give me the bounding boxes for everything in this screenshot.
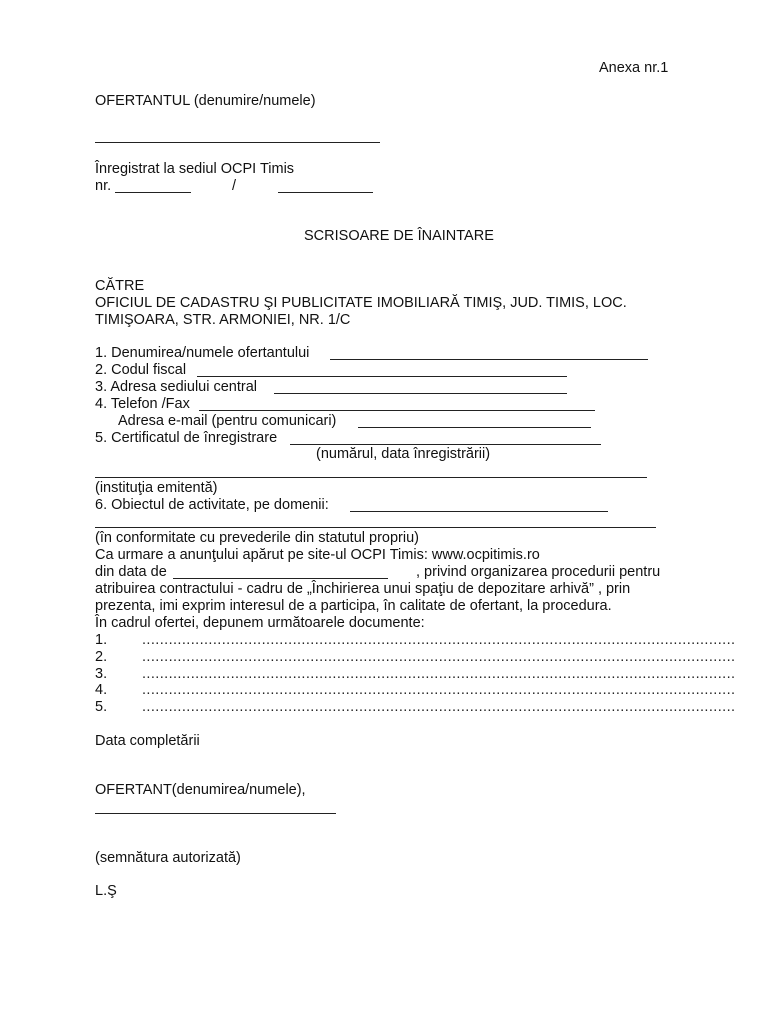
body-line-2b: , privind organizarea procedurii pentru [416, 564, 661, 580]
document-item-number: 2. [95, 649, 108, 665]
document-item-dots[interactable]: ...................................................................................................................................... [142, 682, 736, 698]
activity-extra-line[interactable] [95, 527, 656, 528]
document-item-dots[interactable]: ...................................................................................................................................... [142, 699, 736, 715]
field-certificate-line[interactable] [290, 444, 601, 445]
field-certificate: 5. Certificatul de înregistrare [95, 430, 278, 446]
issuer-label: (instituţia emitentă) [95, 480, 218, 496]
field-email-line[interactable] [358, 427, 591, 428]
body-line-3: atribuirea contractului - cadru de „Închirierea unui spaţiu de depozitare arhivă” , prin [95, 581, 631, 597]
document-item-dots[interactable]: ...................................................................................................................................... [142, 666, 736, 682]
conformity-note: (în conformitate cu prevederile din statutul propriu) [95, 530, 419, 546]
registered-line: Înregistrat la sediul OCPI Timis [95, 161, 295, 177]
field-address: 3. Adresa sediului central [95, 379, 258, 395]
body-line-1: Ca urmare a anunţului apărut pe site-ul OCPI Timis: www.ocpitimis.ro [95, 547, 540, 563]
field-activity: 6. Obiectul de activitate, pe domenii: [95, 497, 329, 513]
issuer-line[interactable] [95, 477, 647, 478]
document-item-number: 4. [95, 682, 108, 698]
recipient-line-1: OFICIUL DE CADASTRU ŞI PUBLICITATE IMOBILIARĂ TIMIŞ, JUD. TIMIS, LOC. [95, 295, 627, 311]
nr-label: nr. [95, 178, 112, 194]
seal-label: L.Ş [95, 883, 117, 899]
field-phone-fax-line[interactable] [199, 410, 595, 411]
field-bidder-name: 1. Denumirea/numele ofertantului [95, 345, 310, 361]
body-line-2a: din data de [95, 564, 167, 580]
document-item-dots[interactable]: ...................................................................................................................................... [142, 632, 736, 648]
field-fiscal-code: 2. Codul fiscal [95, 362, 187, 378]
field-address-line[interactable] [274, 393, 567, 394]
bidder-header: OFERTANTUL (denumire/numele) [95, 93, 316, 109]
signer-label: OFERTANT(denumirea/numele), [95, 782, 306, 798]
document-item-number: 5. [95, 699, 108, 715]
announcement-date-line[interactable] [173, 578, 388, 579]
document-item-dots[interactable]: ...................................................................................................................................... [142, 649, 736, 665]
signature-label: (semnătura autorizată) [95, 850, 241, 866]
field-bidder-name-line[interactable] [330, 359, 648, 360]
document-item-number: 3. [95, 666, 108, 682]
body-line-4: prezenta, imi exprim interesul de a participa, în calitate de ofertant, la procedura. [95, 598, 612, 614]
recipient-to: CĂTRE [95, 278, 145, 294]
annex-label: Anexa nr.1 [599, 60, 669, 76]
certificate-hint: (numărul, data înregistrării) [316, 446, 491, 462]
field-phone-fax: 4. Telefon /Fax [95, 396, 190, 412]
field-fiscal-code-line[interactable] [197, 376, 567, 377]
field-activity-line[interactable] [350, 511, 608, 512]
completion-date-label: Data completării [95, 733, 200, 749]
document-title: SCRISOARE DE ÎNAINTARE [304, 228, 494, 244]
signer-line[interactable] [95, 813, 336, 814]
document-item-number: 1. [95, 632, 108, 648]
nr-slash: / [232, 178, 237, 194]
recipient-line-2: TIMIŞOARA, STR. ARMONIEI, NR. 1/C [95, 312, 351, 328]
field-email: Adresa e-mail (pentru comunicari) [118, 413, 337, 429]
date-field-line [278, 192, 373, 193]
nr-field-line [115, 192, 191, 193]
bidder-name-line [95, 142, 380, 143]
body-line-5: În cadrul ofertei, depunem următoarele documente: [95, 615, 425, 631]
